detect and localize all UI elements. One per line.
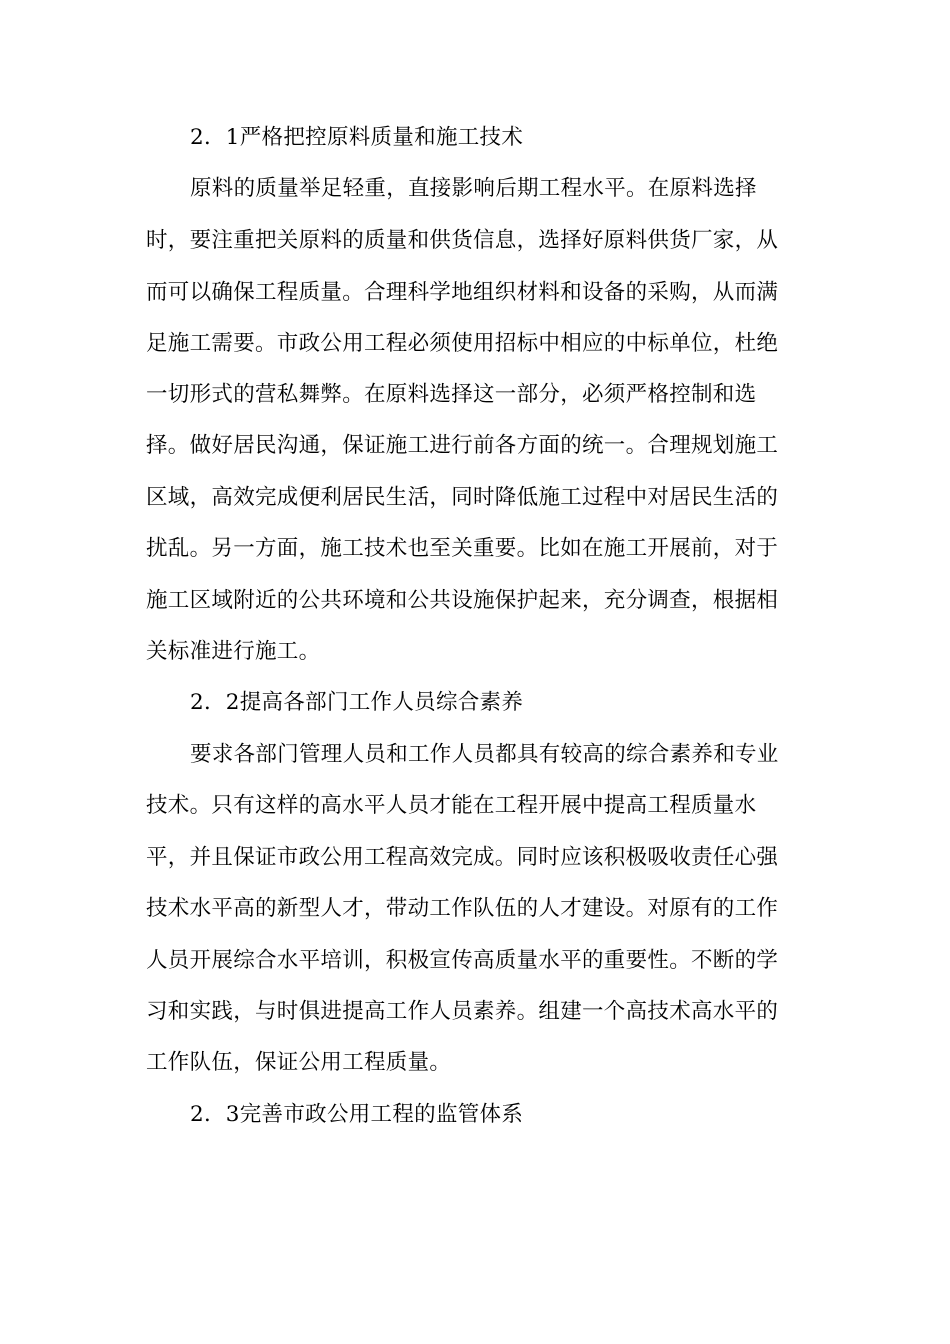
paragraph-line: 扰乱。另一方面，施工技术也至关重要。比如在施工开展前，对于 <box>146 536 779 561</box>
paragraph-line: 时，要注重把关原料的质量和供货信息，选择好原料供货厂家，从 <box>146 228 779 253</box>
paragraph-line: 关标准进行施工。 <box>146 639 321 664</box>
section-heading-2-2: 2．2提高各部门工作人员综合素养 <box>190 690 524 715</box>
paragraph-line: 习和实践，与时俱进提高工作人员素养。组建一个高技术高水平的 <box>146 999 779 1024</box>
paragraph-line: 择。做好居民沟通，保证施工进行前各方面的统一。合理规划施工 <box>146 433 779 458</box>
paragraph-line: 原料的质量举足轻重，直接影响后期工程水平。在原料选择 <box>190 176 757 201</box>
paragraph-line: 技术。只有这样的高水平人员才能在工程开展中提高工程质量水 <box>146 793 757 818</box>
section-heading-2-1: 2．1严格把控原料质量和施工技术 <box>190 125 524 150</box>
paragraph-line: 施工区域附近的公共环境和公共设施保护起来，充分调查，根据相 <box>146 588 779 613</box>
paragraph-line: 一切形式的营私舞弊。在原料选择这一部分，必须严格控制和选 <box>146 382 757 407</box>
paragraph-line: 工作队伍，保证公用工程质量。 <box>146 1050 452 1075</box>
section-heading-2-3: 2．3完善市政公用工程的监管体系 <box>190 1102 524 1127</box>
paragraph-line: 人员开展综合水平培训，积极宣传高质量水平的重要性。不断的学 <box>146 948 779 973</box>
paragraph-line: 技术水平高的新型人才，带动工作队伍的人才建设。对原有的工作 <box>146 896 779 921</box>
paragraph-line: 平，并且保证市政公用工程高效完成。同时应该积极吸收责任心强 <box>146 845 779 870</box>
paragraph-line: 而可以确保工程质量。合理科学地组织材料和设备的采购，从而满 <box>146 280 779 305</box>
paragraph-line: 足施工需要。市政公用工程必须使用招标中相应的中标单位，杜绝 <box>146 331 779 356</box>
paragraph-line: 要求各部门管理人员和工作人员都具有较高的综合素养和专业 <box>190 742 779 767</box>
paragraph-line: 区域，高效完成便利居民生活，同时降低施工过程中对居民生活的 <box>146 485 779 510</box>
